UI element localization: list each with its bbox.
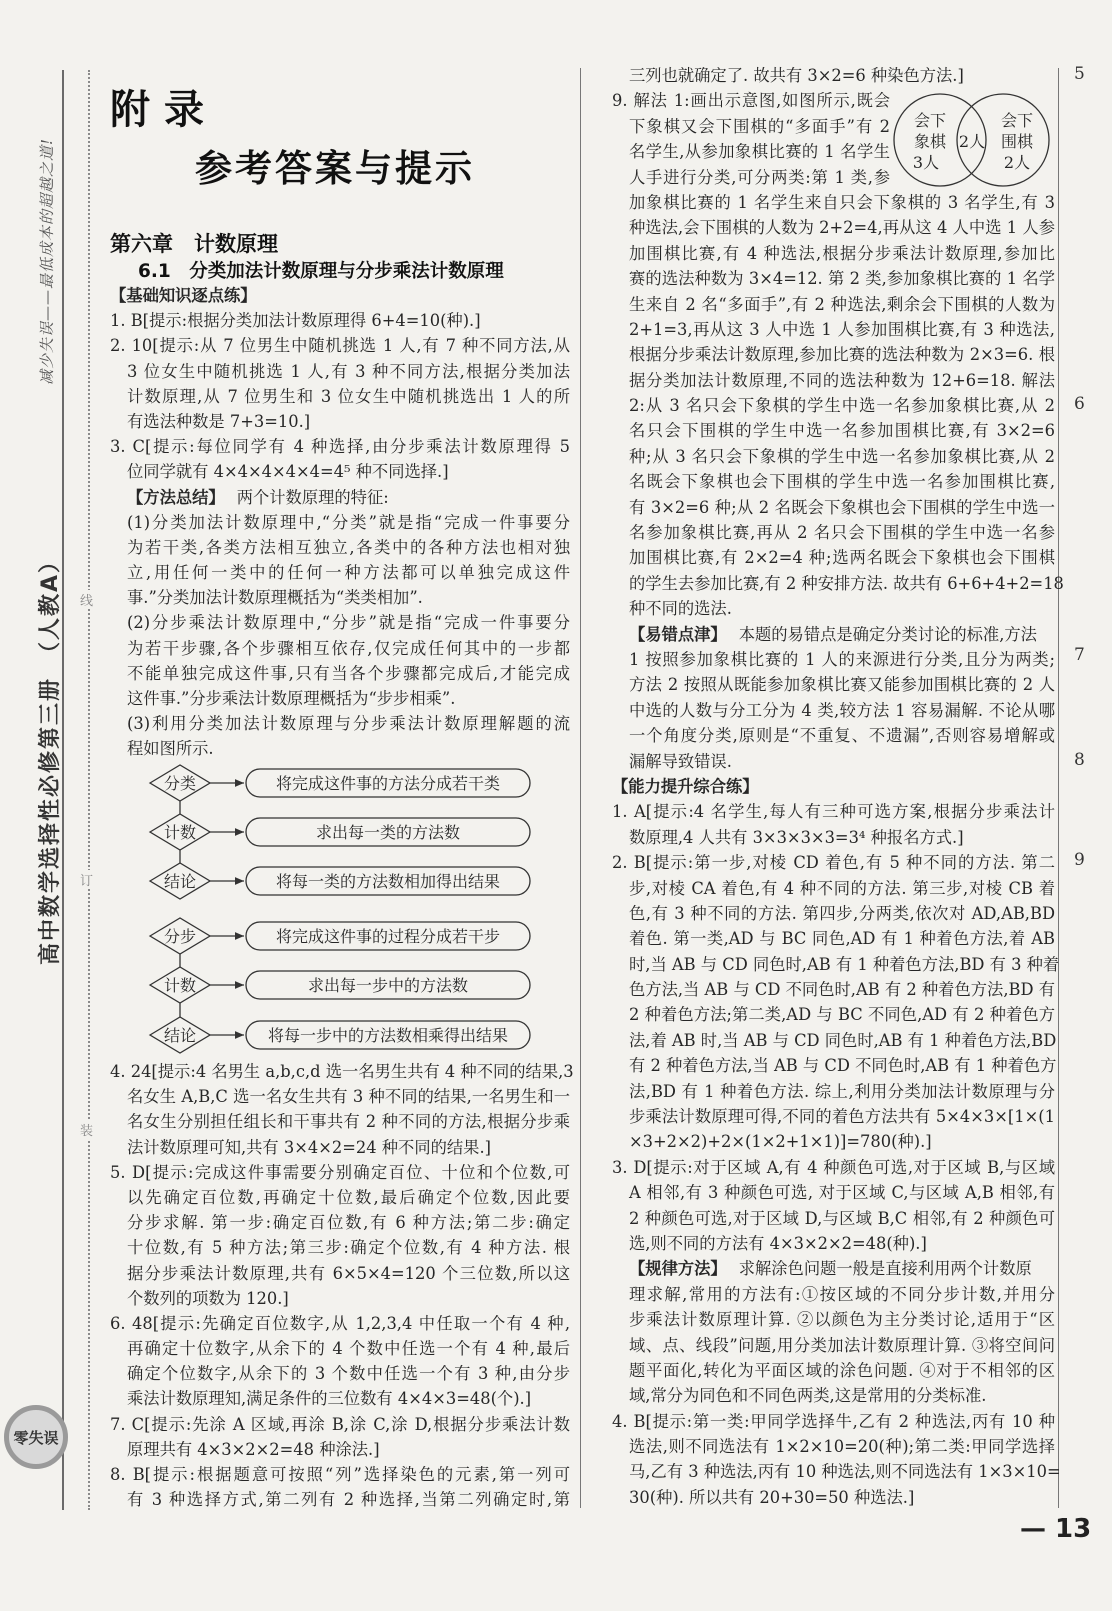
next-page-fragment: 9	[1074, 850, 1085, 870]
column-divider	[580, 68, 581, 1508]
answer-line: 1. A[提示:4 名学生,每人有三种可选方案,根据分步乘法计	[612, 802, 1055, 822]
answer-line	[110, 485, 570, 510]
answer-line: 下象棋又会下围棋的“多面手”有 2	[629, 116, 890, 136]
flow-node-label: 结论	[163, 1026, 197, 1045]
answer-line: (3)利用分类加法计数原理与分步乘法计数原理解题的流	[127, 714, 570, 734]
answer-line: 种;从 3 名只会下象棋的学生中选一名参加象棋比赛,从 2	[629, 446, 1055, 466]
page-edge-divider	[1058, 68, 1059, 1508]
answer-line: 2 种着色方法;第二类,AD 与 BC 不同色,AD 有 2 种着色方	[629, 1005, 1055, 1025]
answer-line: 域、点、线段”问题,用分类加法计数原理计算. ③将空间问	[629, 1335, 1055, 1355]
answer-line: 十位数,有 5 种方法;第三步:确定个位数,有 4 种方法. 根	[127, 1238, 570, 1258]
answer-line: 事.”分类加法计数原理概括为“类类相加”.	[127, 588, 423, 608]
note-label: 【易错点津】	[629, 624, 727, 644]
answer-line: 为若干步骤,各个步骤相互依存,仅完成任何其中的一步都	[127, 638, 570, 658]
flow-step-text: 求出每一步中的方法数	[307, 976, 469, 995]
answer-line: 不能单独完成这件事,只有当各个步骤都完成后,才能完成	[127, 663, 570, 683]
answer-line: 一个角度分类,原则是“不重复、不遗漏”,否则容易增解或	[629, 726, 1055, 746]
answer-line: 名既会下象棋也会下围棋的学生中选一名参加围棋比赛,	[629, 472, 1055, 492]
venn-right-label: 会下	[1000, 111, 1034, 130]
flow-node-label: 计数	[163, 976, 197, 995]
answer-line: 立,用任何一类中的任何一种方法都可以单独完成这件	[127, 563, 570, 583]
answer-line: 分步求解. 第一步:确定百位数,有 6 种方法;第二步:确定	[127, 1213, 570, 1233]
answer-line: 确定个位数字,从余下的 3 个数中任选一个有 3 种,由分步	[127, 1364, 570, 1384]
section-label: 【基础知识逐点练】	[110, 286, 257, 305]
binding-dashed-line	[88, 70, 90, 1510]
answer-line: 马,乙有 3 种选法,丙有 10 种选法,则不同选法有 1×3×10=	[629, 1462, 1061, 1482]
answer-line: 有 2 种着色方法,当 AB 与 CD 不同色时,AB 有 1 种着色方	[629, 1056, 1057, 1076]
section-label: 【能力提升综合练】	[612, 776, 759, 796]
answer-line: 6. 48[提示:先确定百位数字,从 1,2,3,4 中任取一个有 4 种,	[110, 1313, 570, 1333]
margin-slogan: 减少失误——最低成本的超越之道!	[38, 137, 56, 385]
answer-line: 中选的人数与分工分为 4 类,较方法 1 容易漏解. 不论从哪	[629, 700, 1055, 720]
answer-line: 5. D[提示:完成这件事需要分别确定百位、十位和个位数,可	[110, 1162, 570, 1182]
left-column-top	[110, 283, 570, 762]
answer-line: 步,对棱 CA 着色,有 4 种不同的方法. 第三步,对棱 CB 着	[629, 878, 1055, 898]
answer-line: 名女生分别担任组长和干事共有 2 种不同的方法,根据分步乘	[127, 1112, 570, 1132]
next-page-fragment: 7	[1074, 645, 1085, 665]
venn-left-label: 会下	[913, 111, 947, 130]
venn-right-label: 围棋	[1000, 132, 1034, 151]
answer-line: 加围棋比赛,有 4 种选法,根据分步乘法计数原理,参加比	[629, 243, 1055, 263]
flow-node-label: 结论	[163, 872, 197, 891]
answer-line: 有 3 种选择方式,第二列有 2 种选择,当第二列确定时,第	[127, 1490, 570, 1510]
answer-line: 位同学就有 4×4×4×4×4=4⁵ 种不同选择.]	[127, 462, 449, 482]
answer-line	[612, 1256, 1055, 1281]
answer-line: 色方法,当 AB 与 CD 不同色时,AB 有 2 种着色方法,BD 有	[629, 980, 1055, 1000]
answer-line: 有 3×2=6 种;从 2 名既会下象棋也会下围棋的学生中选一	[629, 497, 1055, 517]
answer-line: 的学生去参加比赛,有 2 种安排方法. 故共有 6+6+4+2=18	[629, 573, 1064, 593]
answer-line: 3 位女生中随机挑选 1 人,有 3 种不同方法,根据分类加法	[127, 361, 570, 381]
answer-line: 漏解导致错误.	[629, 751, 732, 771]
note-label: 【规律方法】	[629, 1259, 727, 1279]
answer-line: 8. B[提示:根据题意可按照“列”选择染色的元素,第一列可	[110, 1465, 570, 1484]
answer-line: 2 种颜色可选,对于区域 D,与区域 B,C 相邻,有 2 种颜色可	[629, 1208, 1055, 1228]
flowchart	[140, 760, 540, 1055]
next-page-fragment: 6	[1074, 394, 1085, 414]
answer-line: (2)分步乘法计数原理中,“分步”就是指“完成一件事要分	[127, 613, 570, 633]
answer-line: A 相邻,有 3 种颜色可选, 对于区域 C,与区域 A,B 相邻,有	[629, 1183, 1055, 1203]
answer-line: 时,当 AB 与 CD 同色时,AB 有 1 种着色方法,BD 有 3 种着	[629, 954, 1060, 974]
next-page-fragment: 5	[1074, 64, 1085, 84]
answer-line	[612, 622, 1055, 647]
answer-line: 着色. 第一类,AD 与 BC 同色,AD 有 1 种着色方法,着 AB	[629, 929, 1055, 949]
note-label: 【方法总结】	[127, 487, 225, 507]
flow-step-text: 将每一步中的方法数相乘得出结果	[267, 1026, 509, 1045]
venn-right-count: 2人	[1003, 153, 1031, 172]
note-text: 本题的易错点是确定分类讨论的标准,方法	[738, 624, 1037, 644]
binding-mark: 线	[80, 590, 93, 609]
flow-step-text: 将完成这件事的过程分成若干步	[275, 927, 501, 946]
answer-line: 方法 2 按照从既能参加象棋比赛又能参加围棋比赛的 2 人	[629, 675, 1055, 695]
venn-diagram	[890, 90, 1055, 190]
answer-line: 加围棋比赛,有 2×2=4 种;选两名既会下象棋也会下围棋	[629, 548, 1055, 568]
answer-line: 计数原理,从 7 位男生和 3 位女生中随机挑选出 1 人的所	[127, 386, 570, 406]
answer-line: 以先确定百位数,再确定十位数,最后确定个位数,因此要	[127, 1187, 570, 1207]
answer-line: 7. C[提示:先涂 A 区域,再涂 B,涂 C,涂 D,根据分步乘法计数	[110, 1414, 570, 1434]
answer-line: 名学生,从参加象棋比赛的 1 名学生	[629, 142, 890, 162]
answer-line: 域,常分为同色和不同色两类,这是常用的分类标准.	[629, 1386, 987, 1406]
answer-line: 三列也就确定了. 故共有 3×2=6 种染色方法.]	[629, 66, 964, 85]
answer-line: 个数列的项数为 120.]	[127, 1288, 289, 1308]
flow-step-text: 将每一类的方法数相加得出结果	[275, 872, 501, 891]
answer-line: 法计数原理可知,共有 3×4×2=24 种不同的结果.]	[127, 1137, 491, 1157]
answer-line: 加象棋比赛的 1 名学生来自只会下象棋的 3 名学生,有 3	[629, 192, 1055, 212]
answer-line: 法,BD 有 1 种着色方法. 综上,利用分类加法计数原理与分	[629, 1081, 1055, 1101]
venn-left-label: 象棋	[913, 132, 947, 151]
answer-line: 这件事.”分步乘法计数原理概括为“步步相乘”.	[127, 689, 456, 708]
answer-line: 名女生 A,B,C 选一名女生共有 3 种不同的结果,一名男生和一	[127, 1087, 570, 1107]
answer-line: 1. B[提示:根据分类加法计数原理得 6+4=10(种).]	[110, 311, 481, 331]
page-number: — 13	[1020, 1514, 1092, 1544]
answer-line: 生来自 2 名“多面手”,有 2 种选法,剩余会下围棋的人数为	[629, 294, 1055, 314]
answer-line: 2. 10[提示:从 7 位男生中随机挑选 1 人,有 7 种不同方法,从	[110, 336, 570, 356]
answer-line: 4. B[提示:第一类:甲同学选择牛,乙有 2 种选法,丙有 10 种	[612, 1411, 1055, 1431]
note-text: 两个计数原理的特征:	[236, 487, 389, 507]
flow-node-label: 分类	[163, 774, 197, 793]
flow-step-text: 求出每一类的方法数	[315, 823, 461, 842]
answer-line: 9. 解法 1:画出示意图,如图所示,既会	[612, 91, 890, 111]
venn-left-count: 3人	[912, 153, 940, 172]
answer-line: 4. 24[提示:4 名男生 a,b,c,d 选一名男生共有 4 种不同的结果,3	[110, 1062, 574, 1081]
answer-line: 2. B[提示:第一步,对棱 CD 着色,有 5 种不同的方法. 第二	[612, 853, 1055, 873]
answer-line: 选,则不同的方法有 4×3×2×2=48(种).]	[629, 1233, 927, 1253]
answer-line: 人手进行分类,可分两类:第 1 类,参	[629, 167, 890, 187]
answer-line: 步乘法计数原理可得,不同的着色方法共有 5×4×3×[1×(1	[629, 1107, 1055, 1127]
answer-line: 数原理,4 人共有 3×3×3×3=3⁴ 种报名方式.]	[629, 827, 964, 847]
answer-line: 种选法,会下围棋的人数为 2+2=4,再从这 4 人中选 1 人参	[629, 218, 1055, 238]
answer-line: 步乘法计数原理计算. ②以颜色为主分类讨论,适用于“区	[629, 1310, 1055, 1330]
answer-line: 名参加象棋比赛,再从 2 名只会下围棋的学生中选一名参	[629, 523, 1055, 543]
answer-line: 选法,则不同选法有 1×2×10=20(种);第二类:甲同学选择	[629, 1437, 1055, 1457]
answer-line: 30(种). 所以共有 20+30=50 种选法.]	[629, 1487, 915, 1507]
answer-line: 据分类加法计数原理,不同的选法种数为 12+6=18. 解法	[629, 370, 1055, 390]
answer-line: 1 按照参加象棋比赛的 1 人的来源进行分类,且分为两类;	[629, 649, 1055, 669]
answer-line: 法,着 AB 时,当 AB 与 CD 同色时,AB 有 1 种着色方法,BD	[629, 1030, 1057, 1050]
flow-node-label: 分步	[163, 927, 197, 946]
answer-line: 有选法种数是 7+3=10.]	[127, 411, 311, 431]
answer-line: 题平面化,转化为平面区域的涂色问题. ④对于不相邻的区	[629, 1360, 1055, 1380]
flow-step-text: 将完成这件事的方法分成若干类	[275, 774, 501, 793]
chapter-heading: 第六章 计数原理	[110, 232, 278, 256]
flow-node-label: 计数	[163, 823, 197, 842]
next-page-fragment: 8	[1074, 750, 1085, 770]
answer-line: 3. C[提示:每位同学有 4 种选择,由分步乘法计数原理得 5	[110, 437, 570, 457]
answer-line: 3. D[提示:对于区域 A,有 4 种颜色可选,对于区域 B,与区域	[612, 1157, 1055, 1177]
answer-line: 根据分步乘法计数原理,参加比赛的选法种数为 2×3=6. 根	[629, 345, 1055, 365]
note-text: 求解涂色问题一般是直接利用两个计数原	[738, 1259, 1032, 1279]
answer-line: ×3+2×2)+2×(1×2+1×1)]=780(种).]	[629, 1132, 932, 1152]
appendix-heading: 附录	[110, 87, 218, 133]
right-column	[612, 63, 1064, 1510]
answer-line: 名只会下围棋的学生中选一名参加围棋比赛,有 3×2=6	[629, 421, 1055, 441]
brand-logo: 零失误	[4, 1405, 68, 1469]
answer-line: 乘法计数原理知,满足条件的三位数有 4×4×3=48(个).]	[127, 1389, 532, 1409]
left-column-bottom	[110, 1059, 574, 1512]
answer-line: 再确定十位数字,从余下的 4 个数中任选一个有 4 种,最后	[127, 1339, 570, 1359]
answer-line: 赛的选法种数为 3×4=12. 第 2 类,参加象棋比赛的 1 名学	[629, 269, 1055, 289]
answer-line: 程如图所示.	[127, 739, 214, 759]
answer-line: 色,有 3 种不同的方法. 第四步,分两类,依次对 AD,AB,BD	[629, 903, 1055, 923]
page-title: 参考答案与提示	[195, 146, 475, 190]
section-heading: 6.1 分类加法计数原理与分步乘法计数原理	[138, 261, 504, 282]
book-title: 高中数学选择性必修第三册 （人教A）	[38, 548, 63, 965]
answer-line: (1)分类加法计数原理中,“分类”就是指“完成一件事要分	[127, 512, 570, 532]
answer-line: 理求解,常用的方法有:①按区域的不同分步计数,并用分	[629, 1284, 1055, 1304]
answer-line: 据分步乘法计数原理,共有 6×5×4=120 个三位数,所以这	[127, 1263, 570, 1283]
answer-line: 2:从 3 名只会下象棋的学生中选一名参加象棋比赛,从 2	[629, 396, 1055, 416]
answer-line: 为若干类,各类方法相互独立,各类中的各种方法也相对独	[127, 537, 570, 557]
answer-line: 原理共有 4×3×2×2=48 种涂法.]	[127, 1439, 380, 1459]
binding-mark: 装	[80, 1120, 93, 1139]
binding-mark: 订	[80, 870, 93, 889]
answer-line: 种不同的选法.	[629, 599, 732, 619]
venn-overlap-count: 2人	[958, 132, 986, 151]
answer-line: 2+1=3,再从这 3 人中选 1 人参加围棋比赛,有 3 种选法,	[629, 319, 1055, 339]
